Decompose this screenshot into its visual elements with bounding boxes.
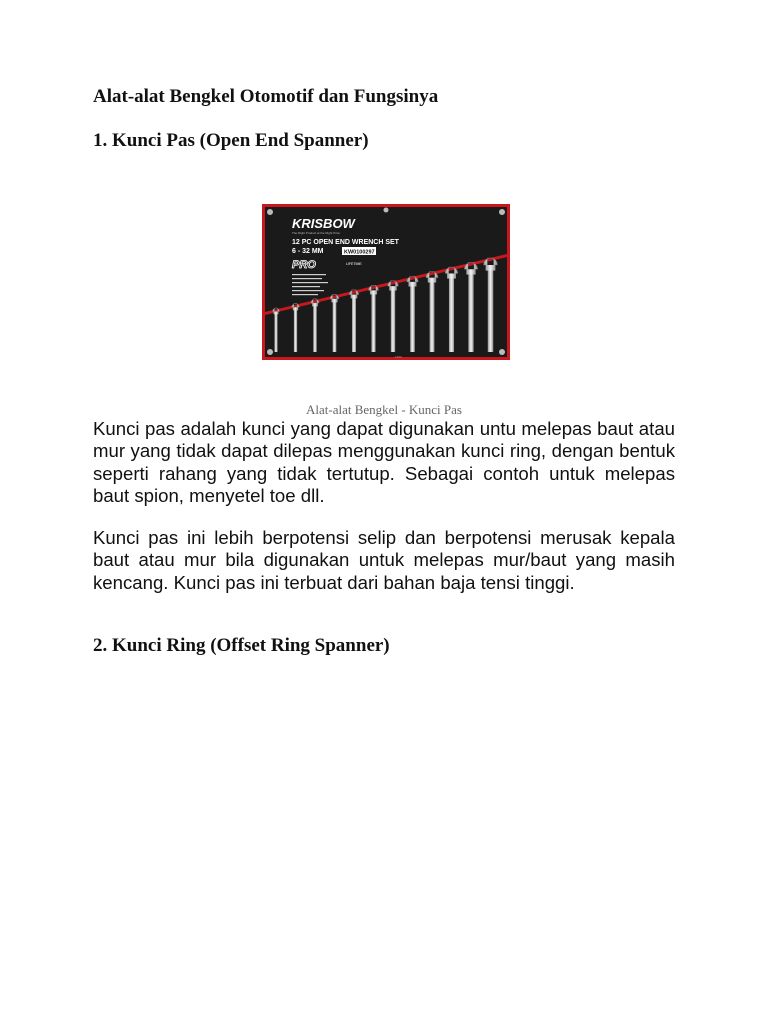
paragraph-1: Kunci pas adalah kunci yang dapat digunakan untu melepas baut atau mur yang tidak dapat dilepas menggunakan kunci ring, dengan bentuk seperti rahang yang tidak tertutup. Sebagai contoh untuk melepas baut spion, menyetel toe dll. <box>93 418 675 506</box>
lifetime-badge: LIFETIME <box>346 262 362 266</box>
grommet-icon <box>384 208 389 213</box>
wrench-set-image <box>262 204 510 360</box>
grommet-icon <box>499 209 505 215</box>
section-heading-kunci-pas: 1. Kunci Pas (Open End Spanner) <box>93 130 369 151</box>
brand-tagline: The Right Product at the Right Price <box>292 231 341 235</box>
grommet-icon <box>267 349 273 355</box>
brand-logo: KRISBOW <box>292 216 355 231</box>
set-name: 12 PC OPEN END WRENCH SET <box>292 239 399 246</box>
grommet-icon <box>499 349 505 355</box>
grommet-icon <box>267 209 273 215</box>
model-number: KW0100297 <box>344 249 375 256</box>
paragraph-2: Kunci pas ini lebih berpotensi selip dan berpotensi merusak kepala baut atau mur bila digunakan untuk melepas mur/baut yang masih kencang. Kunci pas ini terbuat dari bahan baja tensi tinggi. <box>93 527 675 593</box>
document-title: Alat-alat Bengkel Otomotif dan Fungsinya <box>93 86 439 107</box>
section-heading-kunci-ring: 2. Kunci Ring (Offset Ring Spanner) <box>93 635 390 656</box>
figure-caption: Alat-alat Bengkel - Kunci Pas <box>306 402 462 417</box>
pro-badge: PRO <box>292 259 316 271</box>
size-range: 6 - 32 MM <box>292 248 324 255</box>
figure-tag: 1960 <box>395 355 402 359</box>
